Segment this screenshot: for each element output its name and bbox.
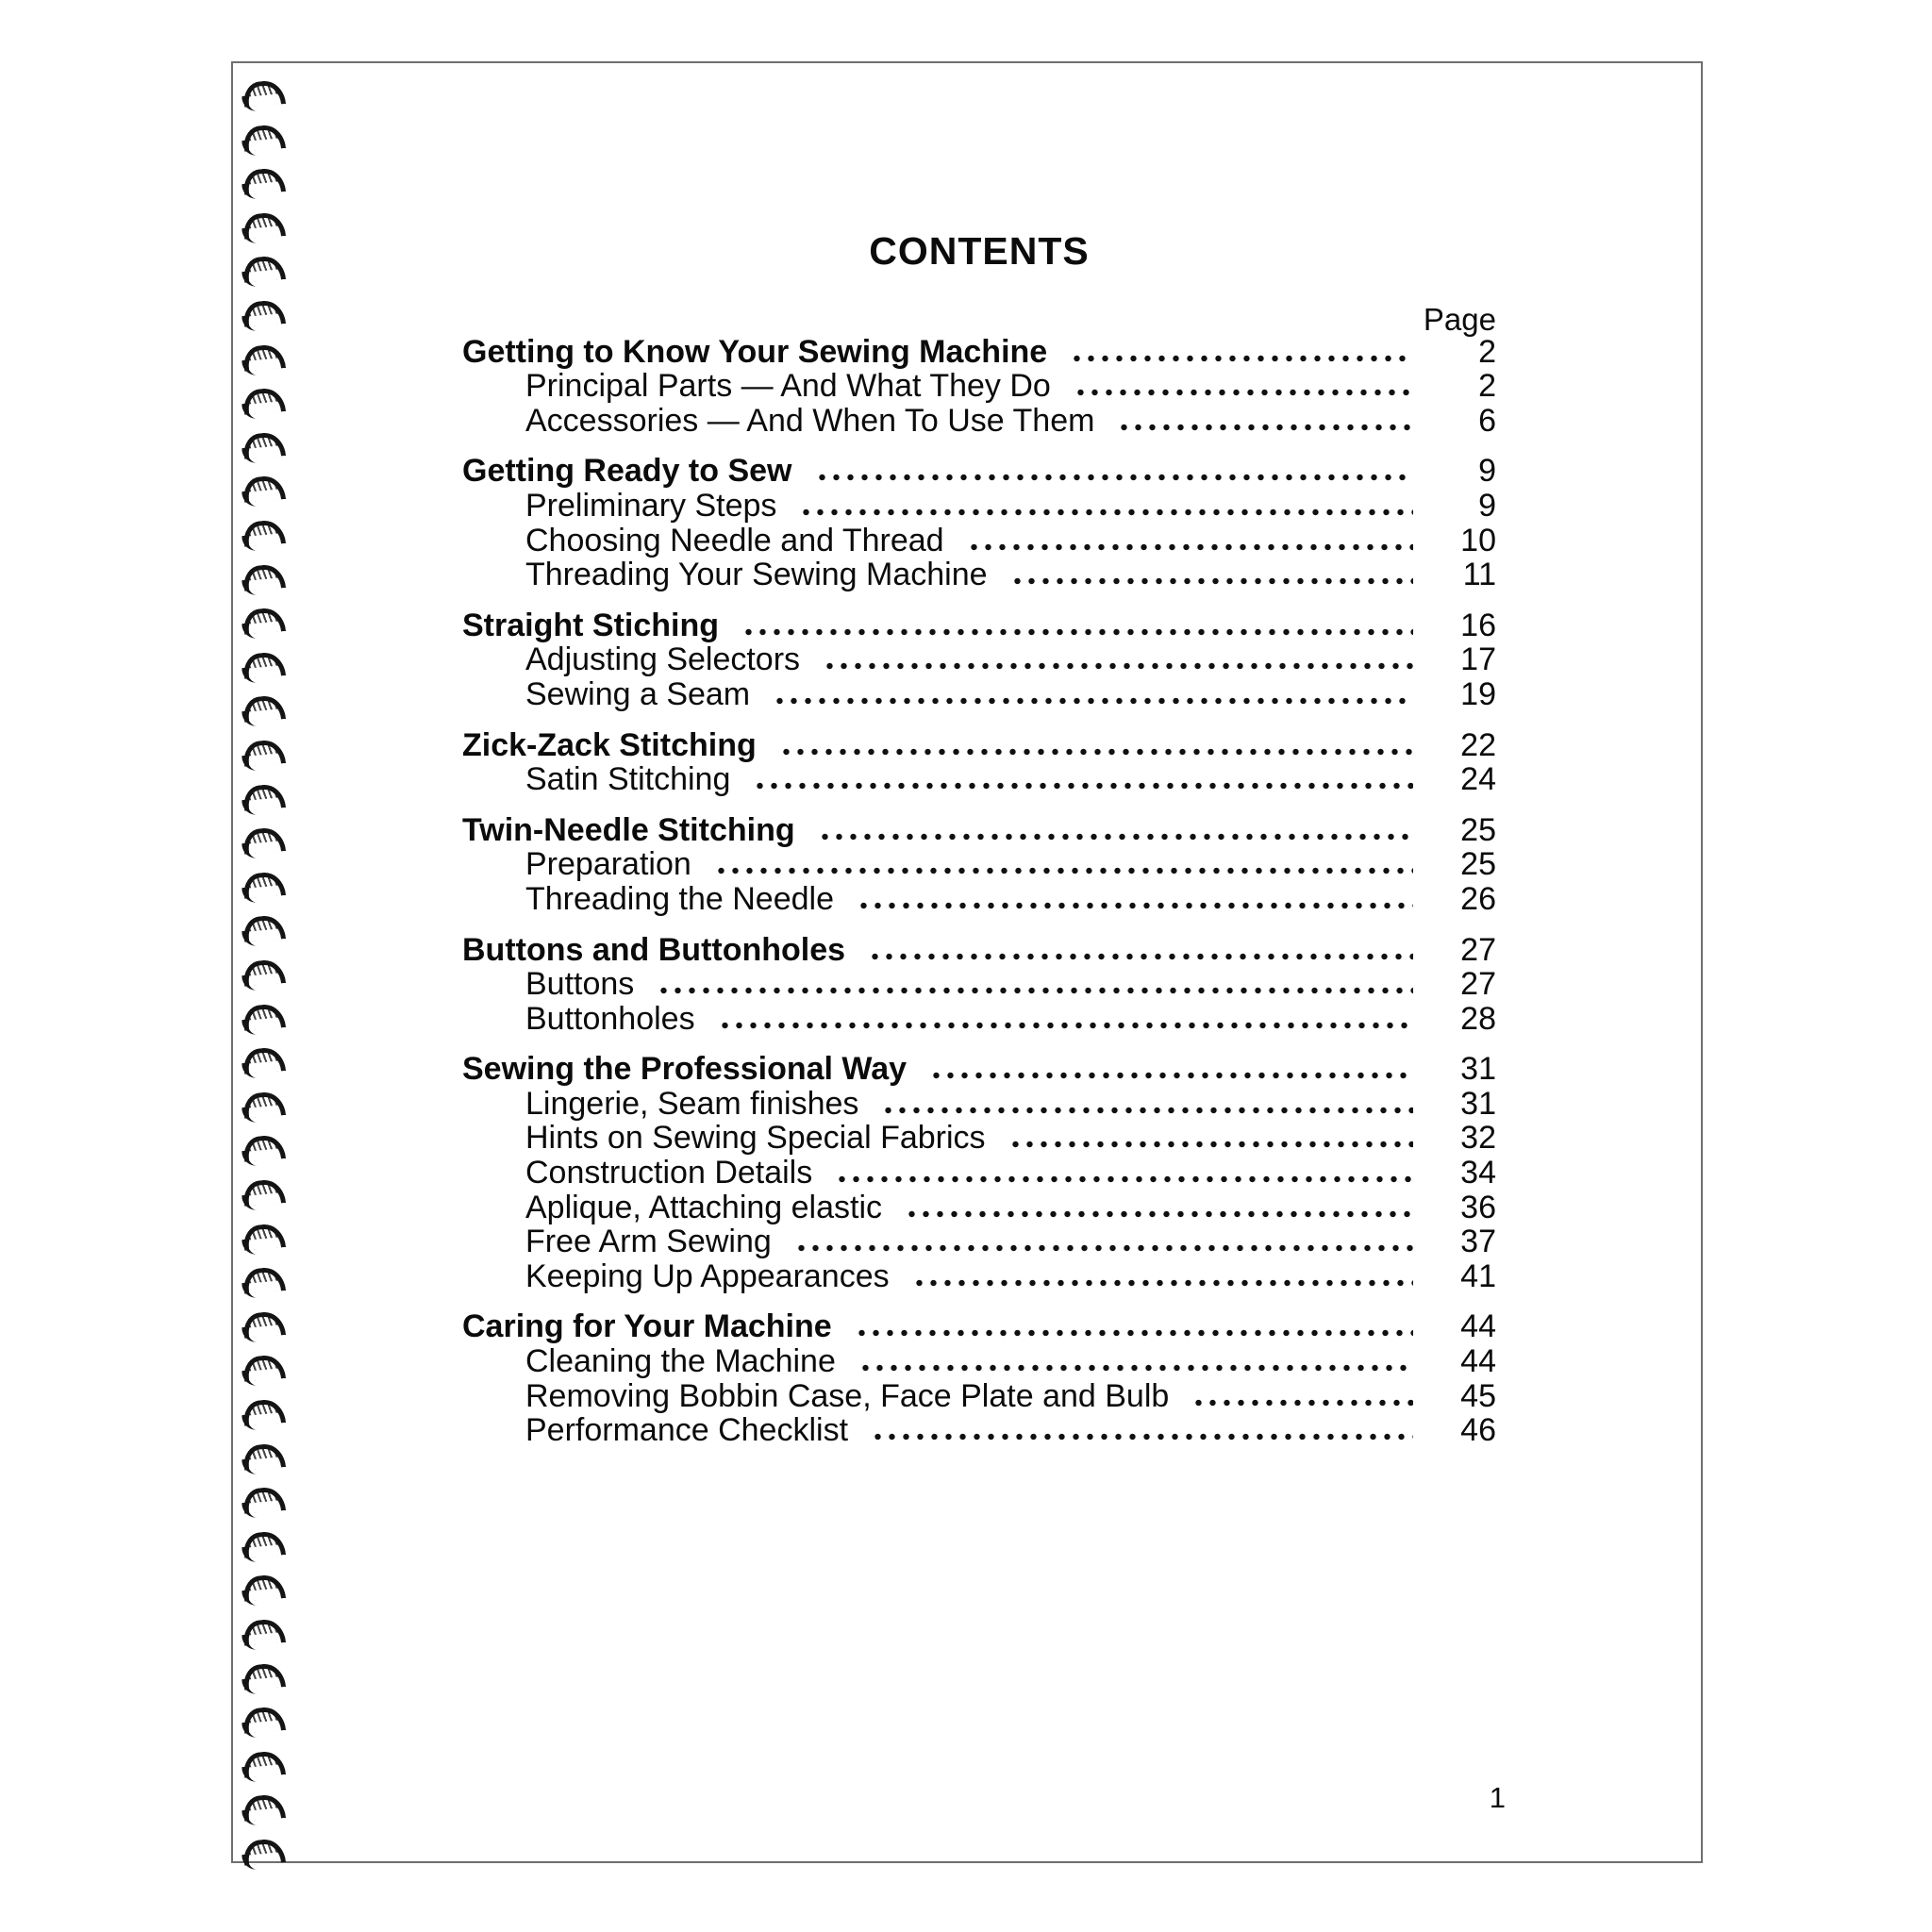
- binding-ring: [242, 256, 286, 284]
- toc-section: [462, 1308, 1496, 1449]
- binding-ring: [242, 1530, 286, 1558]
- toc-subentry-row: [462, 487, 1496, 525]
- toc-entry-page: 41: [1460, 1257, 1496, 1294]
- toc-subentry-row: [462, 641, 1496, 679]
- toc-entry-page: 27: [1460, 931, 1496, 968]
- binding-ring: [242, 211, 286, 240]
- binding-ring: [242, 1178, 286, 1207]
- comb-binding: [243, 81, 285, 1864]
- table-of-contents: [462, 333, 1496, 1449]
- toc-subentry-row: [462, 559, 1496, 594]
- dot-leader: [714, 864, 1413, 877]
- binding-ring: [242, 695, 286, 724]
- dot-leader: [799, 506, 1413, 519]
- toc-section-title-row: [462, 1051, 1496, 1089]
- toc-entry-title: Buttons: [525, 966, 635, 1003]
- dot-leader: [1008, 1138, 1413, 1151]
- dot-leader: [779, 745, 1413, 758]
- toc-section-title-row: [462, 453, 1496, 491]
- binding-ring: [242, 1486, 286, 1514]
- binding-ring: [242, 1574, 286, 1603]
- toc-subentry-row: [462, 846, 1496, 884]
- toc-section-title-row: [462, 931, 1496, 969]
- binding-ring: [242, 783, 286, 811]
- toc-section: [462, 333, 1496, 440]
- toc-entry-title: Buttonholes: [525, 1000, 695, 1037]
- binding-ring: [242, 299, 286, 327]
- binding-ring: [242, 1662, 286, 1690]
- toc-section-title-row: [462, 726, 1496, 764]
- toc-entry-page: 31: [1460, 1051, 1496, 1088]
- toc-entry-page: 22: [1460, 726, 1496, 763]
- toc-entry-page: 36: [1460, 1189, 1496, 1225]
- dot-leader: [823, 659, 1413, 673]
- footer-page-number: 1: [1489, 1781, 1506, 1814]
- binding-ring: [242, 1310, 286, 1339]
- binding-ring: [242, 1838, 286, 1866]
- dot-leader: [1117, 421, 1413, 434]
- binding-ring: [242, 1398, 286, 1426]
- binding-ring: [242, 475, 286, 504]
- toc-entry-title: Removing Bobbin Case, Face Plate and Bulb: [525, 1377, 1170, 1414]
- dot-leader: [1074, 386, 1413, 399]
- dot-leader: [835, 1173, 1413, 1186]
- binding-ring: [242, 1794, 286, 1823]
- toc-entry-page: 25: [1460, 811, 1496, 848]
- dot-leader: [818, 830, 1413, 843]
- toc-entry-page: 31: [1460, 1085, 1496, 1122]
- dot-leader: [857, 899, 1413, 912]
- toc-entry-title: Preparation: [525, 846, 691, 883]
- dot-leader: [868, 950, 1413, 963]
- toc-entry-title: Principal Parts — And What They Do: [525, 368, 1051, 405]
- toc-entry-title: Construction Details: [525, 1155, 813, 1191]
- binding-ring: [242, 826, 286, 855]
- toc-entry-page: 44: [1460, 1343, 1496, 1380]
- binding-ring: [242, 607, 286, 635]
- toc-entry-page: 25: [1460, 846, 1496, 883]
- binding-ring: [242, 431, 286, 459]
- dot-leader: [773, 694, 1413, 708]
- toc-section: [462, 726, 1496, 798]
- toc-entry-title: Cleaning the Machine: [525, 1343, 836, 1380]
- toc-entry-page: 46: [1460, 1412, 1496, 1449]
- toc-subentry-row: [462, 1000, 1496, 1038]
- toc-entry-page: 19: [1460, 675, 1496, 712]
- toc-entry-page: 6: [1478, 402, 1496, 439]
- toc-subentry-row: [462, 1120, 1496, 1158]
- binding-ring: [242, 1750, 286, 1778]
- dot-leader: [912, 1276, 1413, 1290]
- toc-subentry-row: [462, 1257, 1496, 1295]
- toc-subentry-row: [462, 966, 1496, 1004]
- dot-leader: [858, 1361, 1413, 1374]
- toc-section-title-row: [462, 811, 1496, 849]
- toc-subentry-row: [462, 402, 1496, 440]
- binding-ring: [242, 79, 286, 108]
- toc-entry-title: Zick-Zack Stitching: [462, 726, 757, 763]
- toc-entry-title: Threading the Needle: [525, 880, 835, 917]
- toc-entry-title: Sewing a Seam: [525, 675, 751, 712]
- binding-ring: [242, 563, 286, 591]
- toc-entry-page: 24: [1460, 761, 1496, 798]
- toc-entry-title: Caring for Your Machine: [462, 1308, 832, 1345]
- toc-subentry-row: [462, 1377, 1496, 1415]
- toc-subentry-row: [462, 1412, 1496, 1450]
- binding-ring: [242, 1003, 286, 1031]
- binding-ring: [242, 1046, 286, 1074]
- toc-entry-page: 17: [1460, 641, 1496, 678]
- binding-ring: [242, 1223, 286, 1251]
- binding-ring: [242, 1091, 286, 1119]
- binding-ring: [242, 651, 286, 679]
- toc-entry-title: Sewing the Professional Way: [462, 1051, 908, 1088]
- toc-subentry-row: [462, 761, 1496, 799]
- toc-subentry-row: [462, 675, 1496, 713]
- dot-leader: [794, 1241, 1413, 1255]
- page-column-header: Page: [1423, 302, 1496, 337]
- dot-leader: [1070, 352, 1413, 365]
- toc-entry-title: Threading Your Sewing Machine: [525, 557, 988, 593]
- toc-entry-page: 28: [1460, 1000, 1496, 1037]
- toc-entry-page: 37: [1460, 1224, 1496, 1260]
- toc-section: [462, 1051, 1496, 1295]
- toc-entry-title: Performance Checklist: [525, 1412, 849, 1449]
- binding-ring: [242, 519, 286, 547]
- toc-entry-page: 2: [1478, 333, 1496, 370]
- binding-ring: [242, 387, 286, 415]
- dot-leader: [881, 1104, 1413, 1117]
- toc-section: [462, 453, 1496, 593]
- toc-entry-title: Hints on Sewing Special Fabrics: [525, 1120, 986, 1157]
- dot-leader: [718, 1019, 1413, 1032]
- toc-entry-title: Preliminary Steps: [525, 487, 777, 524]
- toc-entry-title: Lingerie, Seam finishes: [525, 1085, 859, 1122]
- toc-entry-title: Getting Ready to Sew: [462, 453, 792, 490]
- toc-subentry-row: [462, 880, 1496, 918]
- toc-entry-title: Straight Stiching: [462, 607, 719, 643]
- binding-ring: [242, 167, 286, 195]
- toc-entry-page: 9: [1478, 487, 1496, 524]
- binding-ring: [242, 915, 286, 943]
- toc-entry-page: 11: [1462, 557, 1496, 593]
- toc-entry-page: 45: [1460, 1377, 1496, 1414]
- dot-leader: [871, 1430, 1413, 1443]
- toc-subentry-row: [462, 522, 1496, 559]
- toc-entry-page: 34: [1460, 1155, 1496, 1191]
- dot-leader: [1191, 1396, 1413, 1409]
- toc-entry-title: Accessories — And When To Use Them: [525, 402, 1095, 439]
- toc-subentry-row: [462, 1157, 1496, 1191]
- toc-entry-page: 9: [1478, 453, 1496, 490]
- toc-entry-page: 16: [1460, 607, 1496, 643]
- toc-subentry-row: [462, 1345, 1496, 1380]
- binding-ring: [242, 1442, 286, 1471]
- toc-entry-page: 44: [1460, 1308, 1496, 1345]
- toc-entry-title: Buttons and Buttonholes: [462, 931, 846, 968]
- binding-ring: [242, 871, 286, 899]
- dot-leader: [1010, 575, 1413, 588]
- binding-ring: [242, 1135, 286, 1163]
- toc-section: [462, 609, 1496, 713]
- dot-leader: [855, 1326, 1413, 1340]
- toc-entry-title: Keeping Up Appearances: [525, 1257, 890, 1294]
- dot-leader: [929, 1069, 1413, 1082]
- toc-section: [462, 811, 1496, 918]
- toc-entry-title: Free Arm Sewing: [525, 1224, 772, 1260]
- toc-entry-title: Aplique, Attaching elastic: [525, 1189, 883, 1225]
- toc-section: [462, 931, 1496, 1038]
- toc-subentry-row: [462, 1191, 1496, 1226]
- toc-subentry-row: [462, 1085, 1496, 1123]
- toc-entry-page: 10: [1460, 522, 1496, 558]
- toc-entry-title: Satin Stitching: [525, 761, 731, 798]
- toc-entry-title: Twin-Needle Stitching: [462, 811, 795, 848]
- dot-leader: [753, 779, 1413, 792]
- toc-section-title-row: [462, 1308, 1496, 1346]
- binding-ring: [242, 343, 286, 372]
- toc-entry-title: Choosing Needle and Thread: [525, 522, 944, 558]
- toc-subentry-row: [462, 368, 1496, 406]
- binding-ring: [242, 1706, 286, 1734]
- dot-leader: [657, 984, 1413, 997]
- toc-section-title-row: [462, 333, 1496, 371]
- toc-entry-title: Adjusting Selectors: [525, 641, 801, 678]
- toc-entry-page: 26: [1460, 880, 1496, 917]
- dot-leader: [741, 625, 1413, 639]
- binding-ring: [242, 958, 286, 987]
- toc-entry-page: 32: [1460, 1120, 1496, 1157]
- binding-ring: [242, 1618, 286, 1646]
- binding-ring: [242, 1355, 286, 1383]
- dot-leader: [905, 1208, 1413, 1221]
- binding-ring: [242, 1266, 286, 1294]
- page-title: CONTENTS: [869, 229, 1090, 273]
- toc-section-title-row: [462, 609, 1496, 644]
- dot-leader: [967, 541, 1413, 554]
- dot-leader: [815, 471, 1414, 484]
- toc-entry-page: 2: [1478, 368, 1496, 405]
- toc-entry-page: 27: [1460, 966, 1496, 1003]
- toc-subentry-row: [462, 1226, 1496, 1261]
- binding-ring: [242, 739, 286, 767]
- toc-entry-title: Getting to Know Your Sewing Machine: [462, 333, 1048, 370]
- binding-ring: [242, 124, 286, 152]
